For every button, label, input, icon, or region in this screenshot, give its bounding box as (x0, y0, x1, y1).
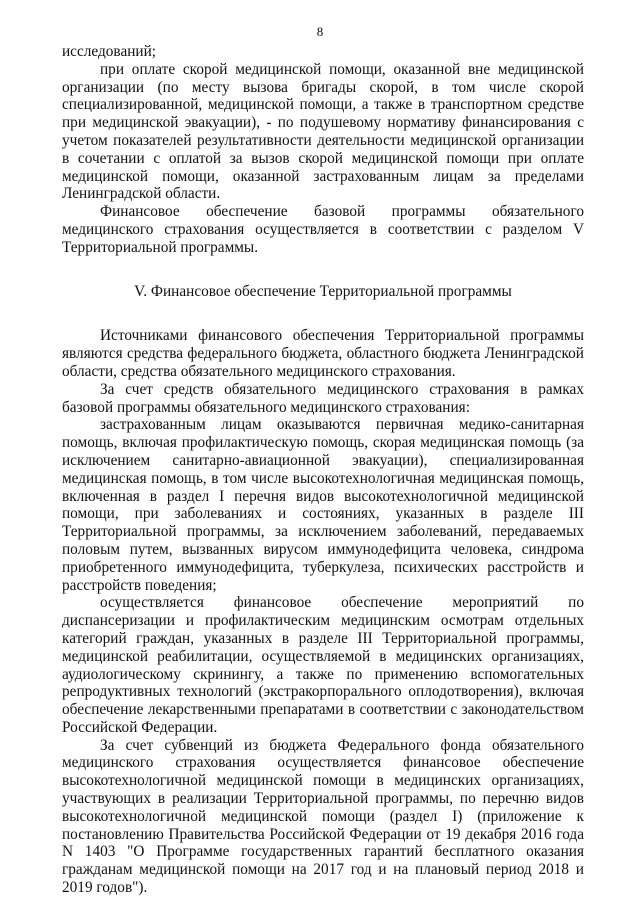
paragraph: Финансовое обеспечение базовой программы обязательного медицинского страхования осуществляется в соответствии с разделом V Территориальной программы. (62, 203, 584, 256)
paragraph: За счет средств обязательного медицинского страхования в рамках базовой программы обязательного медицинского страхования: (62, 380, 584, 416)
paragraph: исследований; (62, 43, 157, 60)
section-heading: V. Финансовое обеспечение Территориальной программы (134, 282, 512, 300)
page-number: 8 (316, 24, 324, 39)
paragraph: Источниками финансового обеспечения Территориальной программы являются средства федерального бюджета, областного бюджета Ленинградской области, средства обязательного медицинского страхования. (62, 327, 584, 380)
paragraph: застрахованным лицам оказываются первичная медико-санитарная помощь, включая профилактическую помощь, скорая медицинская помощь (за исключением санитарно-авиационной эвакуации), специализированная медицинская помощь, в том числе высокотехнологичная медицинская помощь, включенная в раздел I перечня видов высокотехнологичной медицинской помощи, при заболеваниях и состояниях, указанных в разделе III Территориальной программы, за исключением заболеваний, передаваемых половым путем, вызванных вирусом иммунодефицита человека, синдрома приобретенного иммунодефицита, туберкулеза, психических расстройств и расстройств поведения; (62, 416, 584, 594)
paragraph: За счет субвенций из бюджета Федерального фонда обязательного медицинского страхования осуществляется финансовое обеспечение высокотехнологичной медицинской помощи в медицинских организациях, участвующих в реализации Территориальной программы, по перечню видов высокотехнологичной медицинской помощи (раздел I) (приложение к постановлению Правительства Российской Федерации от 19 декабря 2016 года N 1403 "О Программе государственных гарантий бесплатного оказания гражданам медицинской помощи на 2017 год и на плановый период 2018 и 2019 годов"). (62, 736, 584, 897)
paragraph: осуществляется финансовое обеспечение мероприятий по диспансеризации и профилактическим медицинским осмотрам отдельных категорий граждан, указанных в разделе III Территориальной программы, медицинской реабилитации, осуществляемой в медицинских организациях, аудиологическому скринингу, а также по применению вспомогательных репродуктивных технологий (экстракорпорального оплодотворения), включая обеспечение лекарственными препаратами в соответствии с законодательством Российской Федерации. (62, 594, 584, 736)
paragraph: при оплате скорой медицинской помощи, оказанной вне медицинской организации (по месту вызова бригады скорой, в том числе скорой специализированной, медицинской помощи, а также в транспортном средстве при медицинской эвакуации), - по подушевому нормативу финансирования с учетом показателей результативности деятельности медицинской организации в сочетании с оплатой за вызов скорой медицинской помощи при оплате медицинской помощи, оказанной застрахованным лицам за пределами Ленинградской области. (62, 60, 584, 203)
document-body (62, 43, 584, 897)
